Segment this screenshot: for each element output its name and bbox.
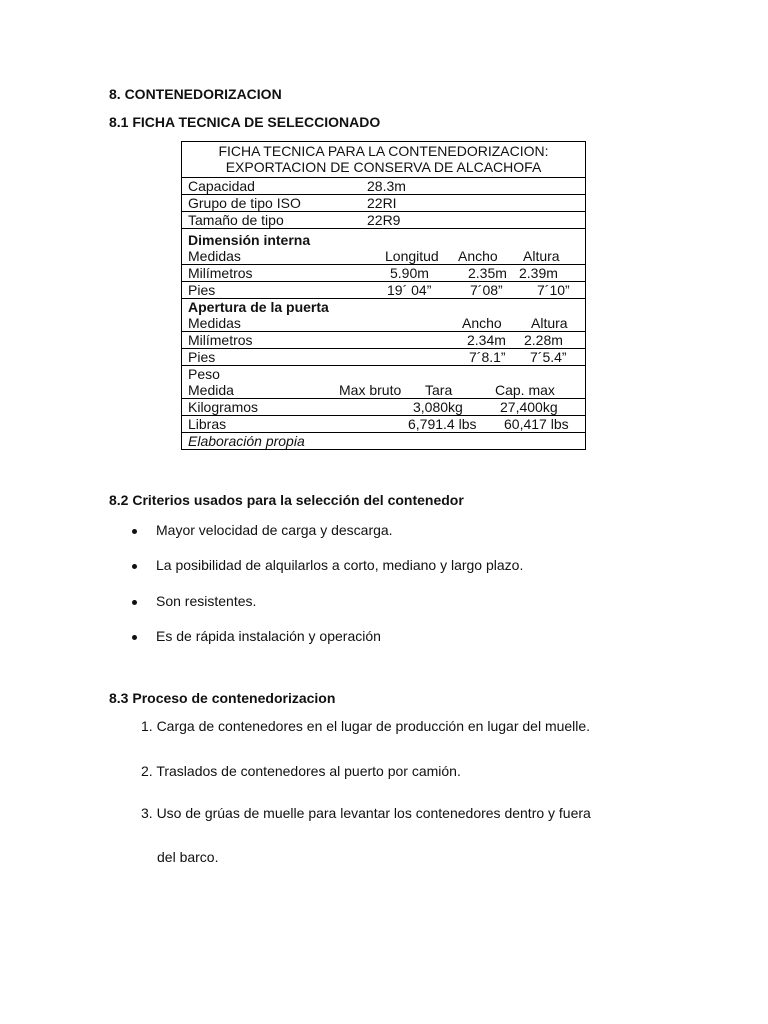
table-title-line2: EXPORTACION DE CONSERVA DE ALCACHOFA [225,159,542,175]
dim-mm-longitud: 5.90m [390,265,429,281]
dim-pies-longitud: 19´ 04” [387,282,432,298]
peso-lb-tara: 6,791.4 lbs [408,416,477,432]
capacidad-value: 28.3m [367,178,406,194]
tamano-label: Tamaño de tipo [188,212,284,228]
dim-pies-ancho: 7´08” [470,282,503,298]
apertura-mm-ancho: 2.34m [467,332,506,348]
table-row [182,229,586,265]
table-row [182,349,586,366]
spec-table [181,141,586,450]
dim-mm-altura: 2.39m [519,265,558,281]
list-item: Son resistentes. [156,593,257,609]
heading-section-8-1: 8.1 FICHA TECNICA DE SELECCIONADO [109,114,381,130]
list-item: 2. Traslados de contenedores al puerto por camión. [141,763,461,779]
capacidad-label: Capacidad [188,178,255,194]
apertura-medidas-label: Medidas [188,315,241,331]
apertura-mm-altura: 2.28m [524,332,563,348]
peso-col-max-bruto: Max bruto [339,382,402,398]
dim-mm-ancho: 2.35m [468,265,507,281]
apertura-mm-label: Milímetros [188,332,253,348]
apertura-pies-ancho: 7´8.1” [469,349,506,365]
dim-mm-label: Milímetros [188,265,253,281]
bullet-icon [132,635,137,640]
table-row [182,416,586,433]
apertura-pies-label: Pies [188,349,216,365]
table-row [182,282,586,299]
heading-section-8-2: 8.2 Criterios usados para la selección del contenedor [109,492,464,508]
dim-pies-label: Pies [188,282,216,298]
table-row [182,332,586,349]
apertura-heading: Apertura de la puerta [188,299,329,315]
list-item: 3. Uso de grúas de muelle para levantar los contenedores dentro y fuera [141,805,591,821]
bullet-icon [132,564,137,569]
bullet-icon [132,600,137,605]
list-item: La posibilidad de alquilarlos a corto, mediano y largo plazo. [156,557,524,573]
peso-lb-label: Libras [188,416,227,432]
peso-kg-cap: 27,400kg [500,399,558,415]
apertura-col-ancho: Ancho [462,315,502,331]
list-item: Es de rápida instalación y operación [156,628,381,644]
list-item: 1. Carga de contenedores en el lugar de producción en lugar del muelle. [141,718,591,734]
table-row [182,399,586,416]
dim-pies-altura: 7´10” [537,282,570,298]
table-row [182,299,586,332]
peso-col-tara: Tara [425,382,453,398]
peso-medida-label: Medida [188,382,234,398]
grupo-value: 22RI [367,195,397,211]
peso-lb-cap: 60,417 lbs [504,416,569,432]
table-title-line1: FICHA TECNICA PARA LA CONTENEDORIZACION: [218,143,549,159]
dim-col-longitud: Longitud [385,248,439,264]
peso-heading: Peso [188,366,220,382]
table-row [182,212,586,229]
grupo-label: Grupo de tipo ISO [188,195,301,211]
dim-col-ancho: Ancho [458,248,498,264]
table-row [182,178,586,195]
table-title-row [182,142,586,178]
heading-section-8-3: 8.3 Proceso de contenedorizacion [109,690,336,706]
table-row [182,433,586,450]
dim-medidas-label: Medidas [188,248,241,264]
apertura-pies-altura: 7´5.4” [530,349,567,365]
list-item: Mayor velocidad de carga y descarga. [156,522,393,538]
bullet-icon [132,529,137,534]
table-row [182,265,586,282]
table-row [182,366,586,399]
peso-kg-tara: 3,080kg [413,399,463,415]
tamano-value: 22R9 [367,212,401,228]
peso-col-cap-max: Cap. max [495,382,555,398]
table-source: Elaboración propia [188,433,305,449]
dim-col-altura: Altura [523,248,560,264]
apertura-col-altura: Altura [531,315,568,331]
dim-interna-heading: Dimensión interna [188,232,311,248]
table-row [182,195,586,212]
list-item-continuation: del barco. [157,849,219,865]
peso-kg-label: Kilogramos [188,399,259,415]
heading-section-8: 8. CONTENEDORIZACION [109,86,282,102]
